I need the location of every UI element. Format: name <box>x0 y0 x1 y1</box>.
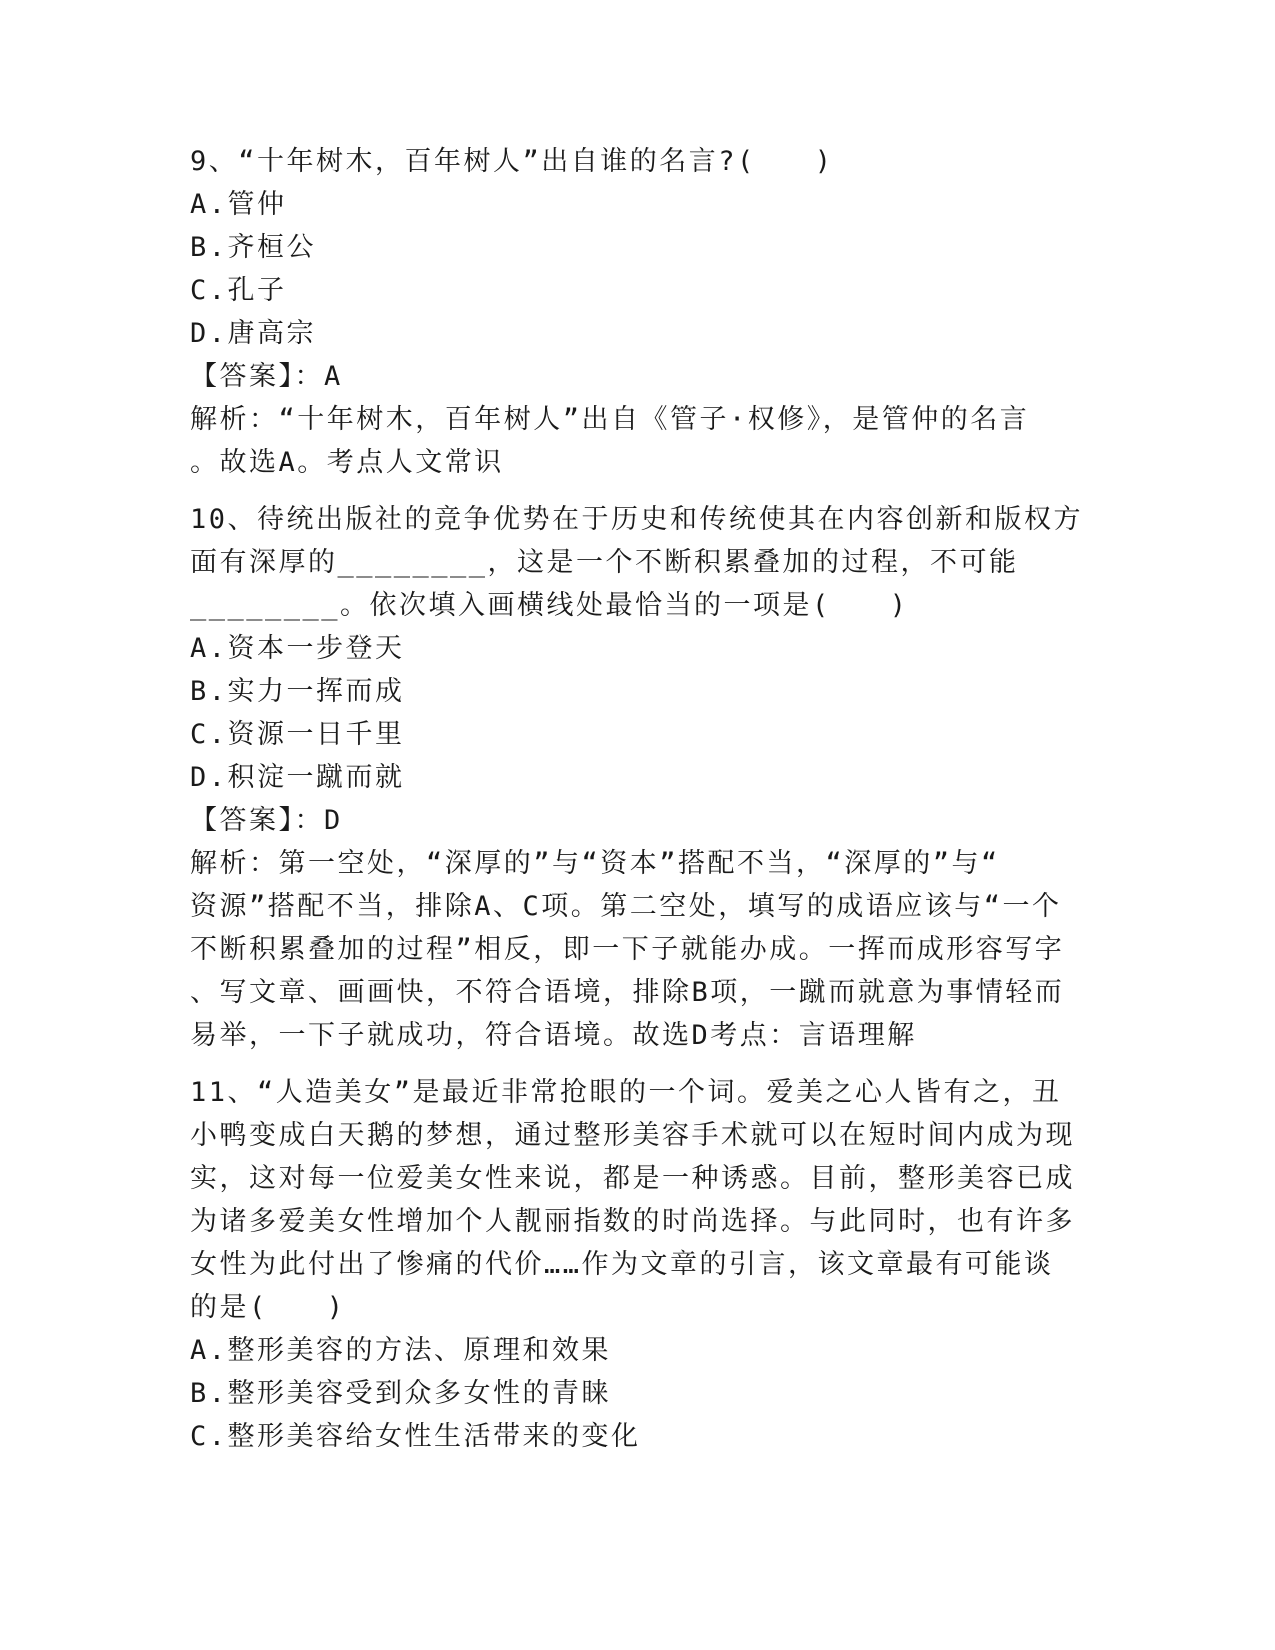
question-stem: 面有深厚的________，这是一个不断积累叠加的过程，不可能 <box>190 547 1019 578</box>
question-10 <box>190 498 1084 1057</box>
analysis-line: 解析：“十年树木，百年树人”出自《管子·权修》，是管仲的名言 <box>190 404 1030 435</box>
option-c: C.孔子 <box>190 275 287 306</box>
question-stem: 女性为此付出了惨痛的代价……作为文章的引言，该文章最有可能谈 <box>190 1249 1054 1280</box>
analysis-line: 。故选A。考点人文常识 <box>190 447 504 478</box>
question-11 <box>190 1071 1080 1458</box>
question-stem: 10、待统出版社的竞争优势在于历史和传统使其在内容创新和版权方 <box>190 504 1084 535</box>
option-a: A.资本一步登天 <box>190 633 405 664</box>
option-b: B.齐桓公 <box>190 232 317 263</box>
option-d: D.积淀一蹴而就 <box>190 762 405 793</box>
answer-line: 【答案】：A <box>190 361 343 392</box>
option-c: C.资源一日千里 <box>190 719 405 750</box>
analysis-line: 解析：第一空处，“深厚的”与“资本”搭配不当，“深厚的”与“ <box>190 848 1000 879</box>
option-a: A.整形美容的方法、原理和效果 <box>190 1335 612 1366</box>
analysis-line: 易举，一下子就成功，符合语境。故选D考点：言语理解 <box>190 1020 917 1051</box>
question-stem: 9、“十年树木，百年树人”出自谁的名言?( ) <box>190 146 834 177</box>
option-a: A.管仲 <box>190 189 287 220</box>
question-stem: 11、“人造美女”是最近非常抢眼的一个词。爱美之心人皆有之，丑 <box>190 1077 1062 1108</box>
answer-line: 【答案】：D <box>190 805 343 836</box>
analysis-line: 资源”搭配不当，排除A、C项。第二空处，填写的成语应该与“一个 <box>190 891 1062 922</box>
question-stem: 实，这对每一位爱美女性来说，都是一种诱惑。目前，整形美容已成 <box>190 1163 1075 1194</box>
question-9 <box>190 140 1080 484</box>
document-page <box>190 140 1084 1458</box>
question-stem: ________。依次填入画横线处最恰当的一项是( ) <box>190 590 909 621</box>
analysis-line: 、写文章、画画快，不符合语境，排除B项，一蹴而就意为事情轻而 <box>190 977 1065 1008</box>
option-b: B.实力一挥而成 <box>190 676 405 707</box>
question-stem: 的是( ) <box>190 1292 346 1323</box>
option-d: D.唐高宗 <box>190 318 317 349</box>
question-stem: 小鸭变成白天鹅的梦想，通过整形美容手术就可以在短时间内成为现 <box>190 1120 1075 1151</box>
spacer <box>190 484 1080 498</box>
option-c: C.整形美容给女性生活带来的变化 <box>190 1421 641 1452</box>
question-stem: 为诸多爱美女性增加个人靓丽指数的时尚选择。与此同时，也有许多 <box>190 1206 1075 1237</box>
option-b: B.整形美容受到众多女性的青睐 <box>190 1378 612 1409</box>
analysis-line: 不断积累叠加的过程”相反，即一下子就能办成。一挥而成形容写字 <box>190 934 1065 965</box>
spacer <box>190 1057 1080 1071</box>
